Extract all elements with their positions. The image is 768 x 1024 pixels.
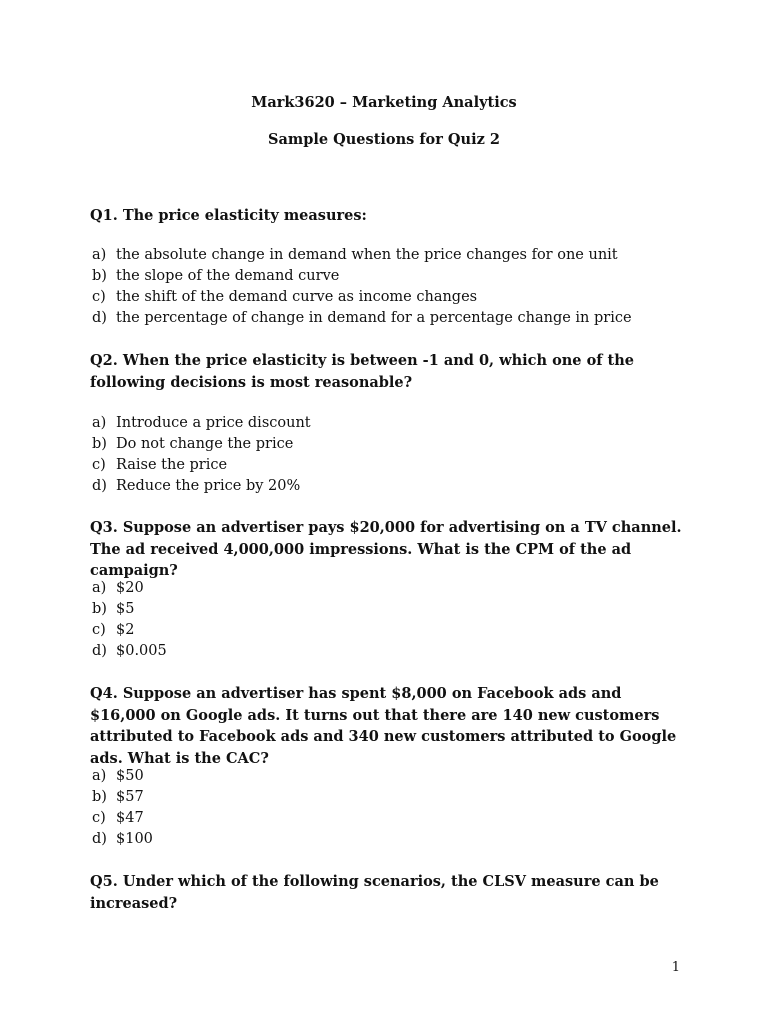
option-text: $2 bbox=[116, 622, 135, 638]
option-letter: a) bbox=[92, 580, 107, 596]
page-number: 1 bbox=[671, 960, 680, 975]
option-text: Introduce a price discount bbox=[116, 415, 311, 431]
option-text: $0.005 bbox=[116, 643, 167, 659]
option-letter: d) bbox=[92, 643, 107, 659]
option-item bbox=[90, 434, 710, 455]
option-text: $47 bbox=[116, 810, 144, 826]
question-2: Q2. When the price elasticity is between -1 and 0, which one of the following decisions is most reasonable? bbox=[90, 352, 634, 391]
option-letter: c) bbox=[92, 810, 106, 826]
option-text: $5 bbox=[116, 601, 135, 617]
document-subtitle: Sample Questions for Quiz 2 bbox=[268, 131, 500, 148]
option-text: Reduce the price by 20% bbox=[116, 478, 301, 494]
question-4-options bbox=[90, 766, 710, 850]
option-item bbox=[90, 245, 710, 266]
question-5: Q5. Under which of the following scenarios, the CLSV measure can be increased? bbox=[90, 873, 659, 912]
option-item bbox=[90, 787, 710, 808]
option-letter: b) bbox=[92, 601, 107, 617]
option-item bbox=[90, 578, 710, 599]
option-item bbox=[90, 476, 710, 497]
option-text: the percentage of change in demand for a percentage change in price bbox=[116, 310, 632, 326]
option-item bbox=[90, 266, 710, 287]
question-1-options bbox=[90, 245, 710, 329]
option-text: $20 bbox=[116, 580, 144, 596]
option-letter: c) bbox=[92, 622, 106, 638]
option-item bbox=[90, 413, 710, 434]
option-letter: b) bbox=[92, 268, 107, 284]
option-item bbox=[90, 808, 710, 829]
option-item bbox=[90, 766, 710, 787]
option-letter: a) bbox=[92, 768, 107, 784]
option-letter: d) bbox=[92, 478, 107, 494]
option-item bbox=[90, 829, 710, 850]
option-letter: c) bbox=[92, 457, 106, 473]
question-4: Q4. Suppose an advertiser has spent $8,000 on Facebook ads and $16,000 on Google ads. It turns out that there are 140 new customers attributed to Facebook ads and 340 new customers attributed to Google ads. What is the CAC? bbox=[90, 685, 677, 767]
option-letter: a) bbox=[92, 247, 107, 263]
option-text: $100 bbox=[116, 831, 153, 847]
option-letter: c) bbox=[92, 289, 106, 305]
question-3-options bbox=[90, 578, 710, 662]
option-letter: b) bbox=[92, 789, 107, 805]
option-letter: b) bbox=[92, 436, 107, 452]
option-item bbox=[90, 620, 710, 641]
option-text: Raise the price bbox=[116, 457, 228, 473]
question-3: Q3. Suppose an advertiser pays $20,000 for advertising on a TV channel. The ad received 4,000,000 impressions. What is the CPM of the ad campaign? bbox=[90, 519, 682, 579]
option-text: Do not change the price bbox=[116, 436, 294, 452]
option-letter: d) bbox=[92, 831, 107, 847]
option-text: the absolute change in demand when the price changes for one unit bbox=[116, 247, 618, 263]
question-1: Q1. The price elasticity measures: bbox=[90, 207, 367, 224]
option-letter: d) bbox=[92, 310, 107, 326]
option-text: the shift of the demand curve as income changes bbox=[116, 289, 478, 305]
option-letter: a) bbox=[92, 415, 107, 431]
option-item bbox=[90, 641, 710, 662]
option-text: $57 bbox=[116, 789, 144, 805]
option-text: $50 bbox=[116, 768, 144, 784]
document-title: Mark3620 – Marketing Analytics bbox=[251, 94, 517, 111]
option-text: the slope of the demand curve bbox=[116, 268, 340, 284]
option-item bbox=[90, 599, 710, 620]
option-item bbox=[90, 455, 710, 476]
option-item bbox=[90, 308, 710, 329]
option-item bbox=[90, 287, 710, 308]
question-2-options bbox=[90, 413, 710, 497]
